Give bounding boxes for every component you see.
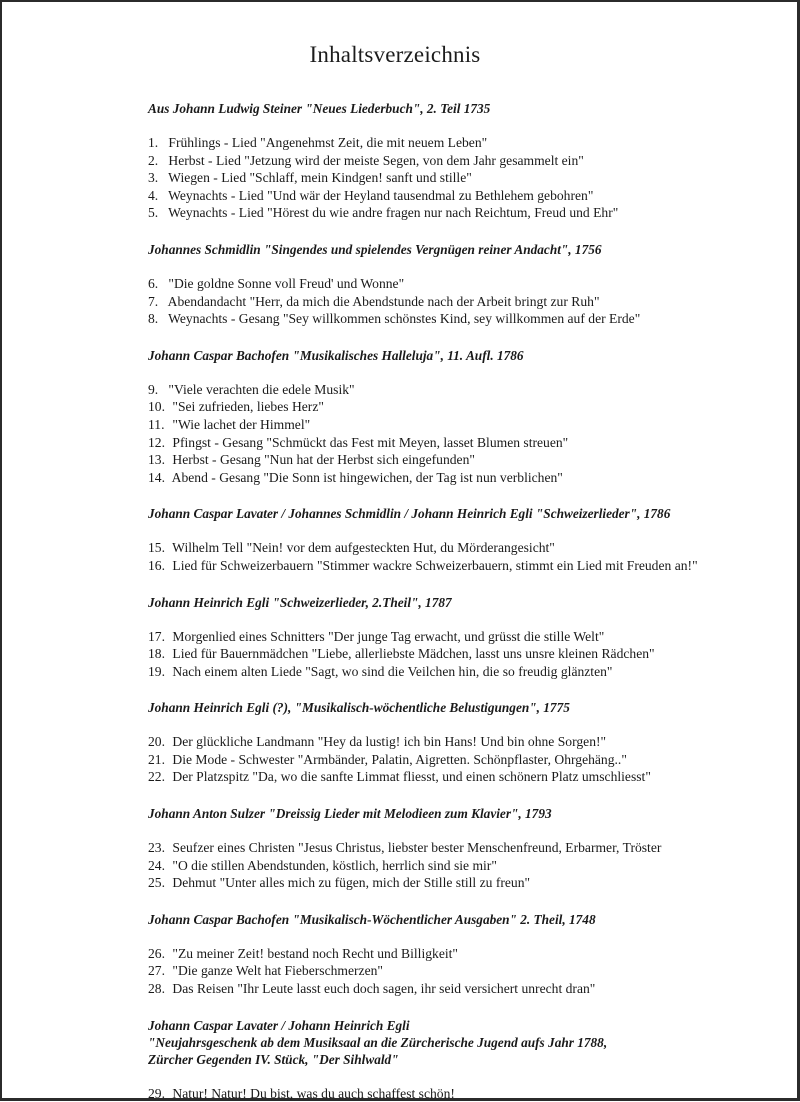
item-number: 27. <box>148 963 165 979</box>
item-title: "Sei zufrieden, liebes Herz" <box>172 399 324 415</box>
item-number: 1. <box>148 135 159 150</box>
item-title: Der Platzspitz "Da, wo die sanfte Limmat fliesst, und einen schönern Platz umschliesst" <box>172 769 651 785</box>
item-title: "Die ganze Welt hat Fieberschmerzen" <box>172 963 383 979</box>
song-list <box>148 839 768 892</box>
item-title: "Wie lachet der Himmel" <box>172 416 311 432</box>
list-item <box>148 1085 768 1102</box>
section-spacer <box>148 486 768 505</box>
item-title: Weynachts - Lied "Hörest du wie andre fragen nur nach Reichtum, Freud und Ehr" <box>168 205 619 221</box>
item-number: 26. <box>148 945 165 961</box>
item-number: 6. <box>148 275 159 291</box>
section-heading <box>148 347 768 364</box>
item-title: Das Reisen "Ihr Leute lasst euch doch sagen, ihr seid versichert unrecht dran" <box>172 981 596 997</box>
section-spacer <box>148 328 768 347</box>
section-spacer <box>148 998 768 1017</box>
item-title: "O die stillen Abendstunden, köstlich, herrlich sind sie mir" <box>172 857 497 873</box>
item-title: Seufzer eines Christen "Jesus Christus, liebster bester Menschenfreund, Erbarmer, Tröster <box>172 840 662 856</box>
item-title: Lied für Schweizerbauern "Stimmer wackre Schweizerbauern, stimmt ein Lied mit Freuden an!" <box>172 557 698 573</box>
section-spacer <box>148 786 768 805</box>
item-title: Pfingst - Gesang "Schmückt das Fest mit Meyen, lasset Blumen streuen" <box>172 434 569 450</box>
section-heading <box>148 805 768 822</box>
item-title: Der glückliche Landmann "Hey da lustig! ich bin Hans! Und bin ohne Sorgen!" <box>172 734 607 750</box>
item-title: Nach einem alten Liede "Sagt, wo sind die Veilchen hin, die so freudig glänzten" <box>172 663 613 679</box>
item-title: Lied für Bauernmädchen "Liebe, allerliebste Mädchen, lasst uns unsre kleinen Rädchen" <box>172 646 655 662</box>
section-spacer <box>148 222 768 241</box>
item-number: 8. <box>148 311 159 327</box>
section-heading-line: Johann Caspar Lavater / Johannes Schmidlin / Johann Heinrich Egli "Schweizerlieder", 1786 <box>148 506 671 522</box>
item-number: 11. <box>148 416 165 432</box>
item-title: "Die goldne Sonne voll Freud' und Wonne" <box>168 275 405 291</box>
section-heading <box>148 699 768 716</box>
list-item <box>148 398 768 416</box>
list-item <box>148 381 768 399</box>
item-number: 18. <box>148 646 165 662</box>
song-list <box>148 381 768 487</box>
toc-section <box>148 1017 768 1102</box>
item-number: 21. <box>148 751 165 767</box>
section-heading-line: Johann Heinrich Egli "Schweizerlieder, 2.Theil", 1787 <box>148 594 452 610</box>
toc-section <box>148 805 768 911</box>
item-title: Morgenlied eines Schnitters "Der junge Tag erwacht, und grüsst die stille Welt" <box>172 628 605 644</box>
list-item <box>148 469 768 487</box>
section-heading <box>148 911 768 928</box>
section-heading-line: "Neujahrsgeschenk ab dem Musiksaal an die Zürcherische Jugend aufs Jahr 1788, <box>148 1034 608 1050</box>
section-spacer <box>148 575 768 594</box>
toc-section <box>148 911 768 1017</box>
item-number: 12. <box>148 434 165 450</box>
list-item <box>148 539 768 557</box>
item-title: Wiegen - Lied "Schlaff, mein Kindgen! sanft und stille" <box>168 170 472 186</box>
list-item <box>148 645 768 663</box>
item-title: Weynachts - Lied "Und wär der Heyland tausendmal zu Bethlehem gebohren" <box>168 187 594 203</box>
section-heading-line: Zürcher Gegenden IV. Stück, "Der Sihlwald" <box>148 1051 399 1067</box>
song-list <box>148 628 768 681</box>
section-heading-line: Aus Johann Ludwig Steiner "Neues Liederbuch", 2. Teil 1735 <box>148 101 491 116</box>
section-heading-line: Johann Caspar Lavater / Johann Heinrich Egli <box>148 1017 410 1033</box>
list-item <box>148 874 768 892</box>
toc-section <box>148 699 768 805</box>
section-heading <box>148 594 768 611</box>
song-list <box>148 733 768 786</box>
item-title: Herbst - Gesang "Nun hat der Herbst sich eingefunden" <box>172 452 475 468</box>
song-list <box>148 275 768 328</box>
item-number: 24. <box>148 857 165 873</box>
item-number: 10. <box>148 399 165 415</box>
item-title: Abendandacht "Herr, da mich die Abendstunde nach der Arbeit bringt zur Ruh" <box>167 293 600 309</box>
item-number: 14. <box>148 469 165 485</box>
item-number: 2. <box>148 152 159 168</box>
item-number: 25. <box>148 875 165 891</box>
item-title: Wilhelm Tell "Nein! vor dem aufgesteckten Hut, du Mörderangesicht" <box>172 540 555 556</box>
toc-section <box>148 100 768 241</box>
item-number: 28. <box>148 981 165 997</box>
list-item <box>148 751 768 769</box>
item-title: Weynachts - Gesang "Sey willkommen schönstes Kind, sey willkommen auf der Erde" <box>168 311 641 327</box>
table-of-contents <box>148 100 768 1102</box>
item-number: 7. <box>148 293 159 309</box>
list-item <box>148 733 768 751</box>
item-title: Abend - Gesang "Die Sonn ist hingewichen, der Tag ist nun verblichen" <box>171 469 563 485</box>
item-number: 16. <box>148 557 165 573</box>
list-item <box>148 134 768 152</box>
list-item <box>148 768 768 786</box>
list-item <box>148 857 768 875</box>
song-list <box>148 1085 768 1102</box>
list-item <box>148 451 768 469</box>
list-item <box>148 169 768 187</box>
toc-section <box>148 594 768 700</box>
list-item <box>148 310 768 328</box>
page-title: Inhaltsverzeichnis <box>309 42 481 67</box>
section-heading-line: Johann Anton Sulzer "Dreissig Lieder mit Melodieen zum Klavier", 1793 <box>148 806 552 822</box>
section-heading-line: Johann Heinrich Egli (?), "Musikalisch-wöchentliche Belustigungen", 1775 <box>148 700 570 716</box>
section-heading <box>148 241 768 258</box>
section-heading-line: Johann Caspar Bachofen "Musikalisch-Wöchentlicher Ausgaben" 2. Theil, 1748 <box>148 911 596 927</box>
song-list <box>148 134 768 222</box>
item-number: 3. <box>148 170 159 186</box>
list-item <box>148 839 768 857</box>
section-heading <box>148 1017 768 1068</box>
list-item <box>148 293 768 311</box>
item-number: 17. <box>148 628 165 644</box>
item-number: 23. <box>148 840 165 856</box>
item-title: Dehmut "Unter alles mich zu fügen, mich der Stille still zu freun" <box>172 875 531 891</box>
item-number: 13. <box>148 452 165 468</box>
list-item <box>148 204 768 222</box>
list-item <box>148 275 768 293</box>
list-item <box>148 152 768 170</box>
item-number: 22. <box>148 769 165 785</box>
item-number: 9. <box>148 381 159 397</box>
list-item <box>148 557 768 575</box>
section-spacer <box>148 892 768 911</box>
item-number: 20. <box>148 734 165 750</box>
section-heading-line: Johannes Schmidlin "Singendes und spielendes Vergnügen reiner Andacht", 1756 <box>148 241 602 257</box>
item-number: 4. <box>148 187 159 203</box>
item-number: 5. <box>148 205 159 221</box>
song-list <box>148 539 768 574</box>
section-heading <box>148 505 768 522</box>
toc-section <box>148 505 768 593</box>
item-title: Die Mode - Schwester "Armbänder, Palatin, Aigretten. Schönpflaster, Ohrgehäng.." <box>172 751 627 767</box>
item-number: 15. <box>148 540 165 556</box>
item-title: Herbst - Lied "Jetzung wird der meiste Segen, von dem Jahr gesammelt ein" <box>168 152 584 168</box>
list-item <box>148 416 768 434</box>
list-item <box>148 945 768 963</box>
list-item <box>148 434 768 452</box>
item-number: 19. <box>148 663 165 679</box>
item-title: "Zu meiner Zeit! bestand noch Recht und Billigkeit" <box>172 945 458 961</box>
list-item <box>148 628 768 646</box>
item-title: Frühlings - Lied "Angenehmst Zeit, die mit neuem Leben" <box>168 135 488 150</box>
toc-section <box>148 347 768 506</box>
list-item <box>148 962 768 980</box>
song-list <box>148 945 768 998</box>
item-title: Natur! Natur! Du bist, was du auch schaffest schön! <box>172 1085 455 1101</box>
item-title: "Viele verachten die edele Musik" <box>168 381 355 397</box>
toc-section <box>148 241 768 347</box>
section-heading <box>148 100 768 117</box>
list-item <box>148 187 768 205</box>
section-spacer <box>148 680 768 699</box>
list-item <box>148 980 768 998</box>
item-number: 29. <box>148 1085 165 1101</box>
list-item <box>148 663 768 681</box>
section-heading-line: Johann Caspar Bachofen "Musikalisches Halleluja", 11. Aufl. 1786 <box>148 347 524 363</box>
